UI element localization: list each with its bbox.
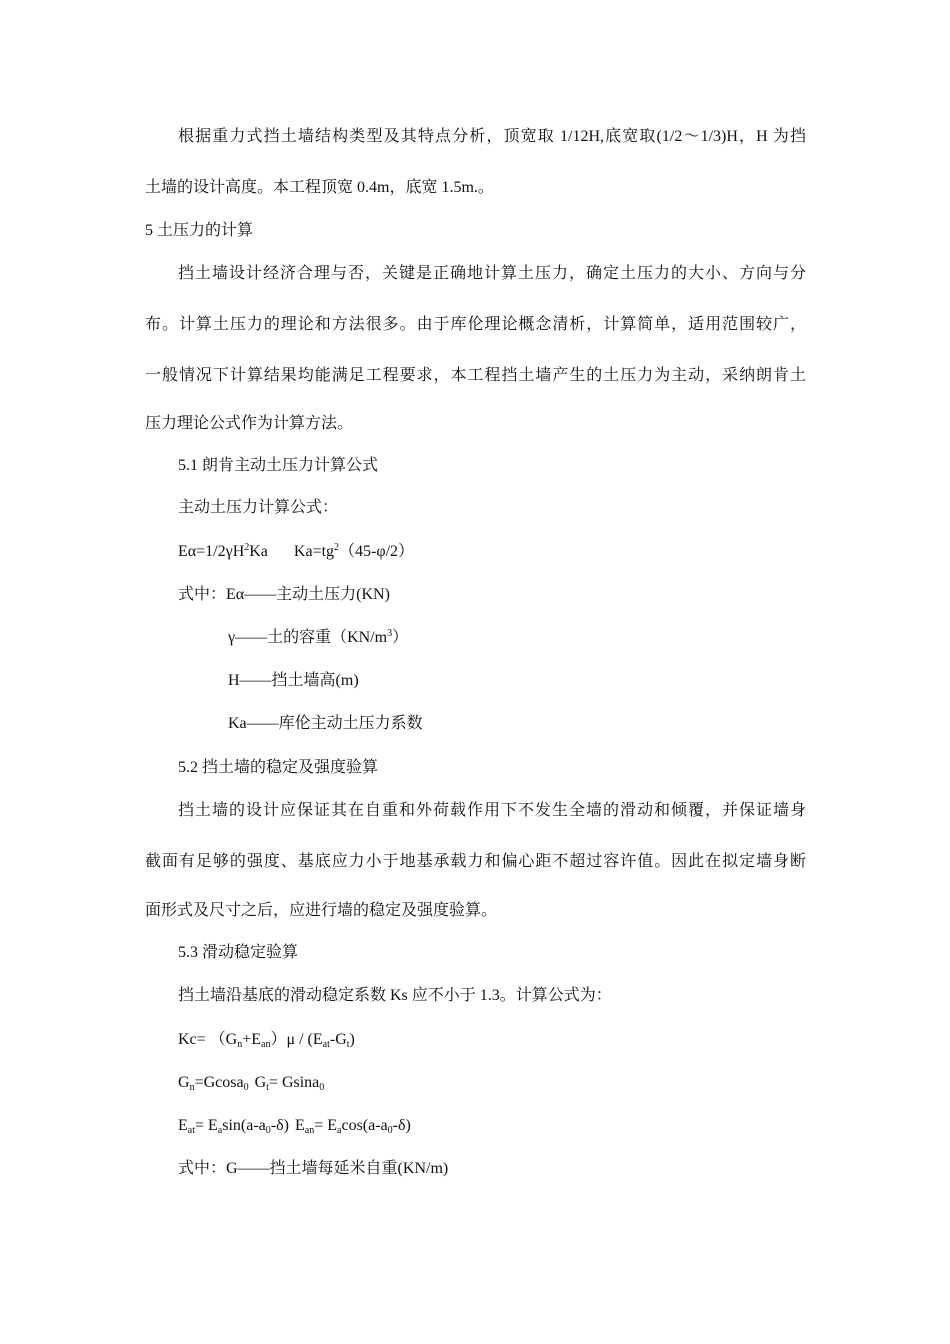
formula-part: E	[178, 1117, 188, 1134]
definition-h: H——挡土墙高(m)	[228, 672, 359, 689]
formula-gn-gt	[178, 1073, 324, 1093]
formula-subscript: n	[189, 1082, 195, 1093]
section-heading-5: 5 土压力的计算	[145, 222, 254, 239]
formula-part: -G	[329, 1031, 347, 1048]
formula-part: Ka	[249, 543, 268, 560]
paragraph-2-line-1: 挡土墙设计经济合理与否，关键是正确地计算土压力，确定土压力的大小、方向与分	[178, 265, 806, 282]
formula-subscript: at	[187, 1125, 195, 1136]
formula-part: =Gcosa	[194, 1074, 244, 1091]
definition-e-alpha: 式中：Eα——主动土压力(KN)	[178, 586, 390, 603]
formula-subscript: t	[346, 1039, 350, 1050]
paragraph-2-line-3: 一般情况下计算结果均能满足工程要求，本工程挡土墙产生的土压力为主动，采纳朗肯土	[145, 367, 806, 384]
paragraph-4-line-1: 挡土墙沿基底的滑动稳定系数 Ks 应不小于 1.3。计算公式为：	[178, 987, 612, 1004]
definition-part: γ——土的容重（KN/m	[228, 629, 388, 646]
definition-g: 式中：G——挡土墙每延米自重(KN/m)	[178, 1160, 449, 1177]
paragraph-2-line-2: 布。计算土压力的理论和方法很多。由于库伦理论概念清析，计算简单，适用范围较广，	[145, 316, 806, 333]
formula-part: = E	[195, 1117, 218, 1134]
formula-subscript: at	[322, 1039, 330, 1050]
formula-subscript: 0	[387, 1125, 393, 1136]
formula-subscript: t	[266, 1082, 269, 1093]
paragraph-2-line-4: 压力理论公式作为计算方法。	[145, 415, 354, 432]
paragraph-3-line-3: 面形式及尺寸之后，应进行墙的稳定及强度验算。	[145, 902, 498, 919]
formula-subscript: a	[217, 1125, 223, 1136]
formula-part: = E	[314, 1117, 338, 1134]
formula-subscript: a	[337, 1125, 342, 1136]
formula-part: -δ)	[392, 1117, 411, 1134]
formula-subscript: n	[237, 1039, 243, 1050]
section-heading-5-3: 5.3 滑动稳定验算	[178, 944, 299, 961]
section-heading-5-1: 5.1 朗肯主动土压力计算公式	[178, 457, 379, 474]
formula-superscript: 2	[334, 542, 340, 553]
section-heading-5-2: 5.2 挡土墙的稳定及强度验算	[178, 759, 379, 776]
formula-subscript: 0	[243, 1082, 249, 1093]
definition-part: ）	[392, 629, 409, 646]
formula-part: ）μ / (E	[270, 1031, 323, 1048]
formula-part: +E	[242, 1031, 262, 1048]
formula-subscript: 0	[265, 1125, 271, 1136]
formula-part: G	[254, 1074, 267, 1091]
formula-part: )	[349, 1031, 355, 1048]
formula-part: -δ)	[270, 1117, 289, 1134]
formula-part: sin(a-a	[222, 1117, 266, 1134]
formula-subscript: an	[261, 1039, 271, 1050]
formula-part: Eα=1/2γH	[178, 543, 245, 560]
formula-kc	[178, 1030, 355, 1050]
definition-gamma	[228, 628, 408, 648]
paragraph-3-line-1: 挡土墙的设计应保证其在自重和外荷载作用下不发生全墙的滑动和倾覆，并保证墙身	[178, 802, 806, 819]
formula-earth-pressure	[178, 542, 414, 562]
formula-intro: 主动土压力计算公式：	[178, 499, 339, 516]
formula-part: G	[178, 1074, 190, 1091]
paragraph-3-line-2: 截面有足够的强度、基底应力小于地基承载力和偏心距不超过容许值。因此在拟定墙身断	[145, 853, 806, 870]
formula-part: = Gsina	[268, 1074, 320, 1091]
formula-part: （45-φ/2）	[339, 543, 415, 560]
formula-subscript: an	[304, 1125, 315, 1136]
formula-part: E	[294, 1117, 305, 1134]
paragraph-1-line-1: 根据重力式挡土墙结构类型及其特点分析，顶宽取 1/12H,底宽取(1/2～1/3)H，H 为挡	[178, 128, 806, 145]
formula-part: cos(a-a	[341, 1117, 388, 1134]
formula-subscript: 0	[319, 1082, 325, 1093]
formula-part: Ka=tg	[293, 543, 335, 560]
formula-part: Kc= （G	[178, 1031, 238, 1048]
definition-superscript: 3	[387, 628, 393, 639]
formula-eat-ean	[178, 1116, 411, 1136]
formula-superscript: 2	[244, 542, 250, 553]
paragraph-1-line-2: 土墙的设计高度。本工程顶宽 0.4m，底宽 1.5m.。	[145, 179, 494, 196]
definition-ka: Ka——库伦主动土压力系数	[228, 715, 423, 732]
